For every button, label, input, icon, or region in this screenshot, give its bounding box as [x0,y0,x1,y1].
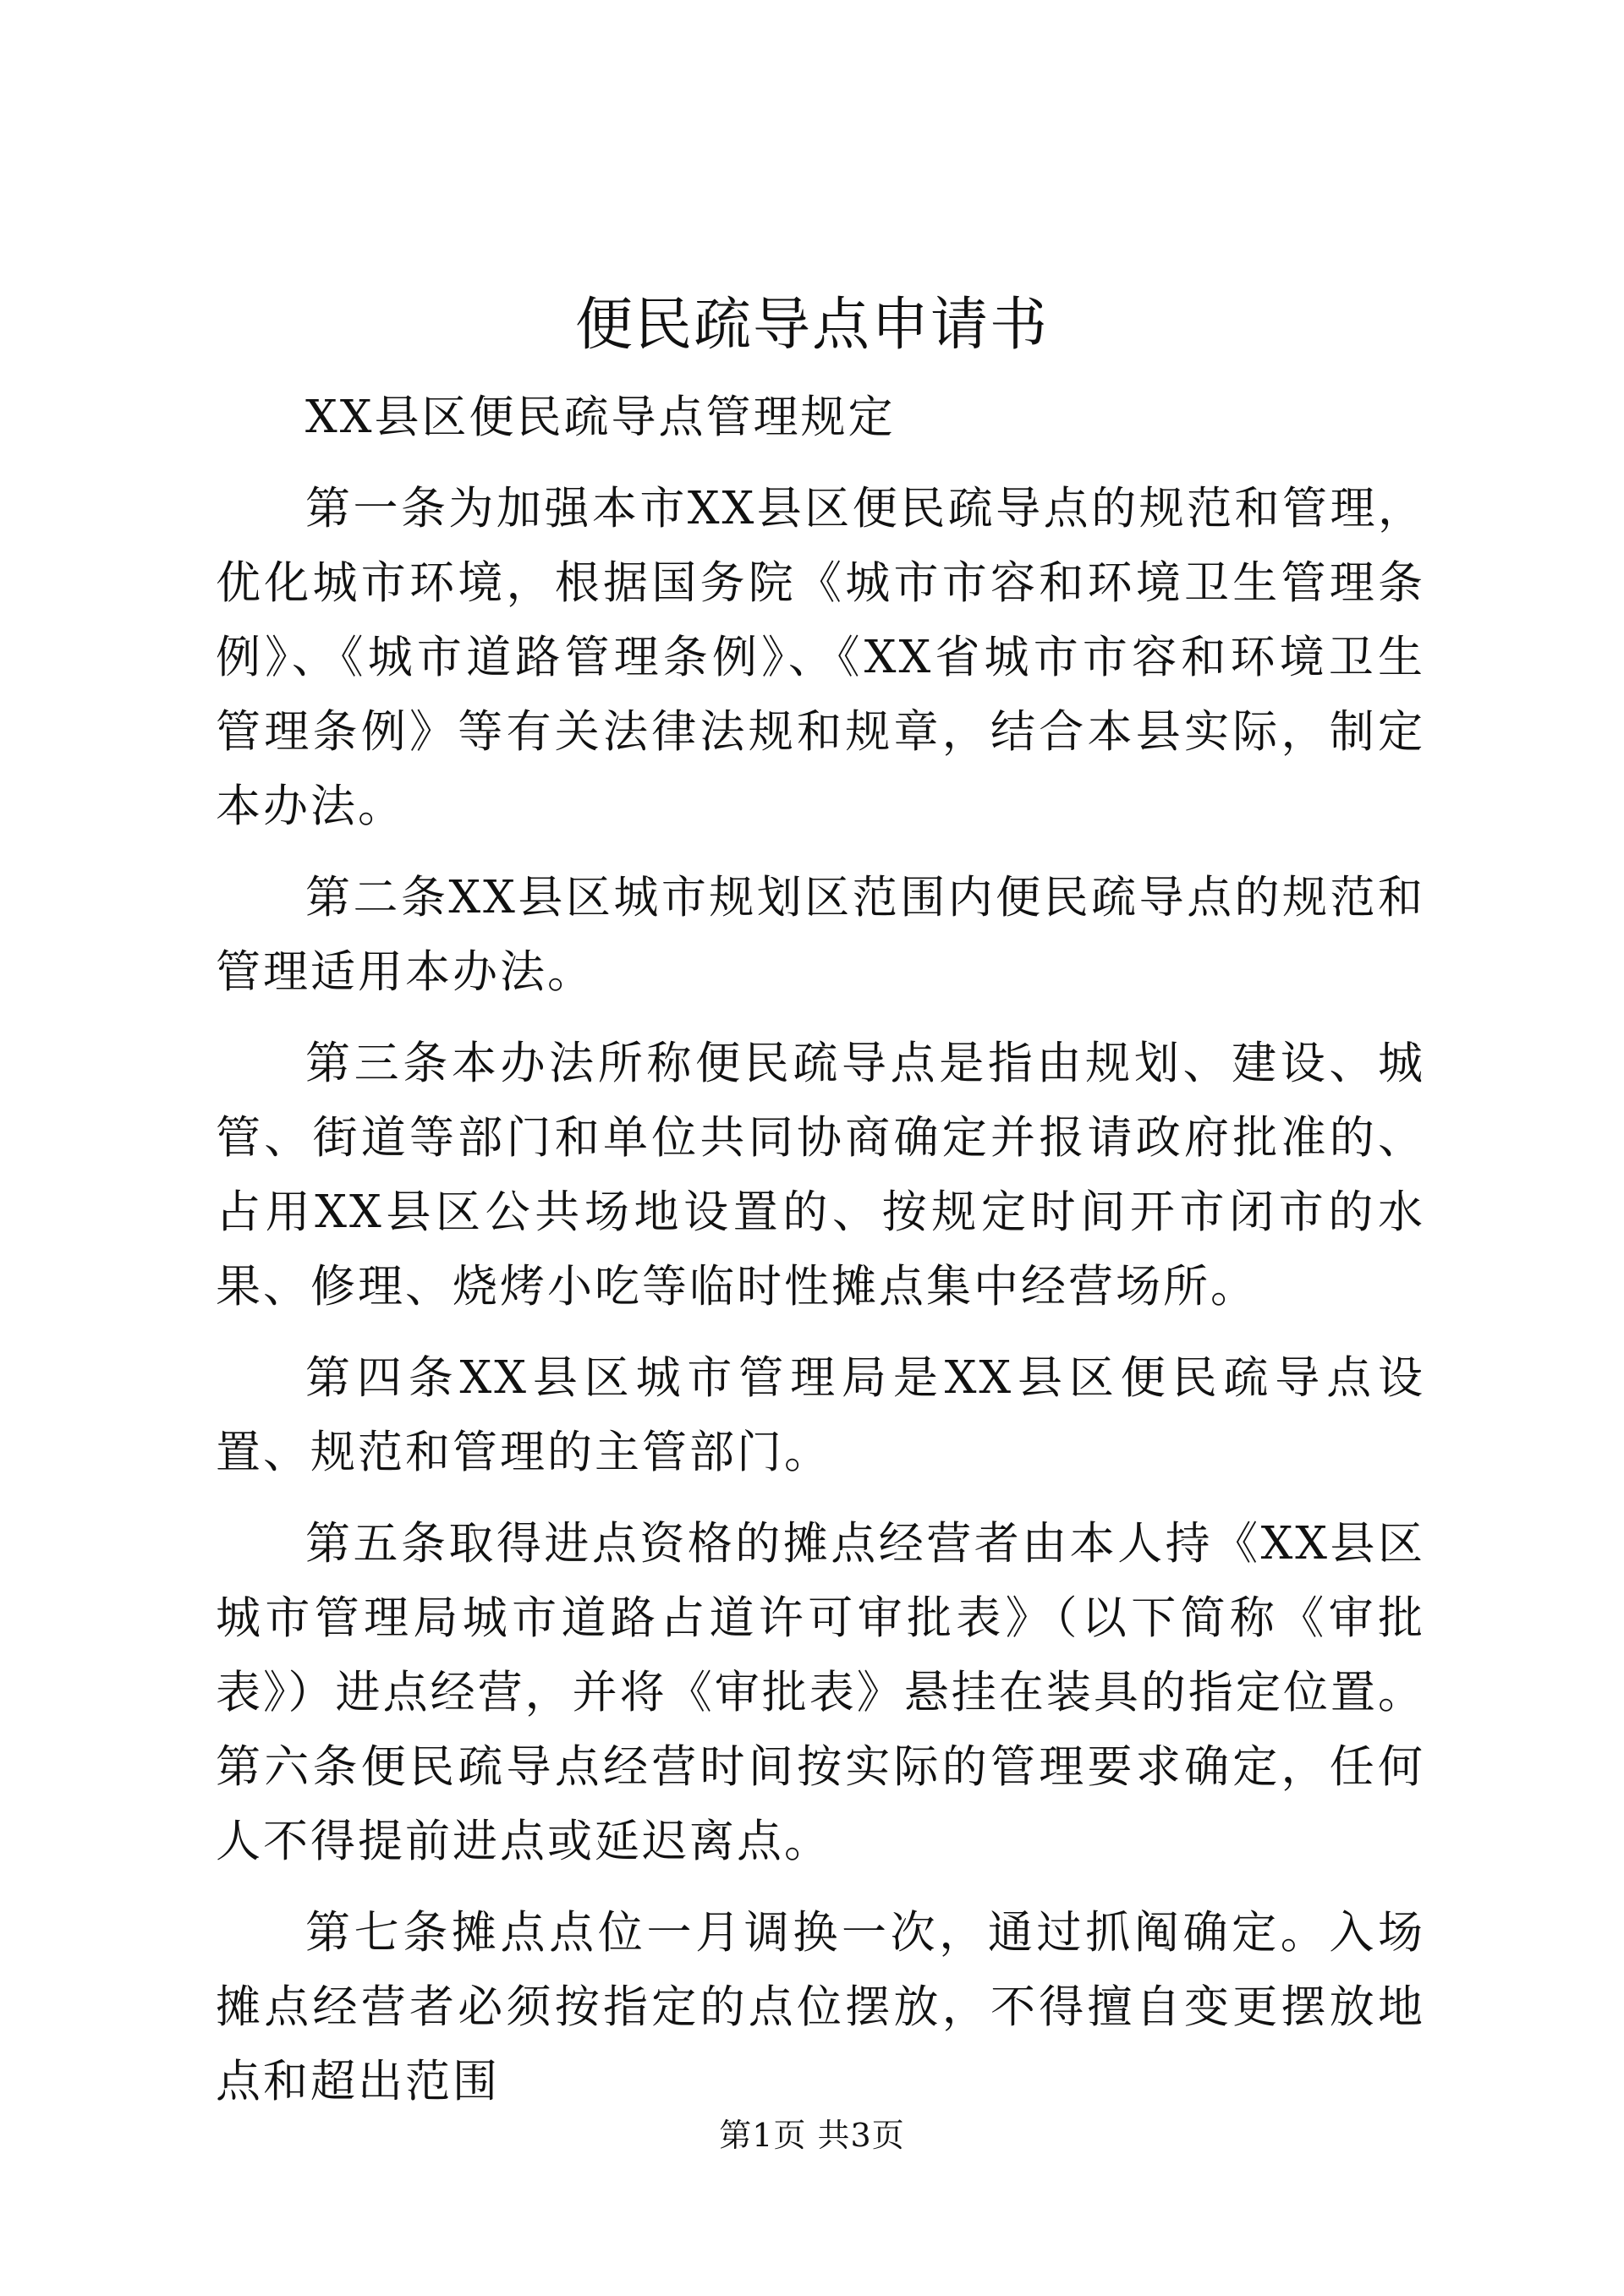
document-body [216,381,1425,2136]
article-5-6: 第五条取得进点资格的摊点经营者由本人持《XX县区城市管理局城市道路占道许可审批表》（以下简称《审批表》）进点经营，并将《审批表》悬挂在装具的指定位置。第六条便民疏导点经营时间按实际的管理要求确定，任何人不得提前进点或延迟离点。 [216,1518,1425,1867]
page-footer: 第1页 共3页 [719,2117,905,2154]
article-3: 第三条本办法所称便民疏导点是指由规划、建设、城管、街道等部门和单位共同协商确定并报请政府批准的、占用XX县区公共场地设置的、按规定时间开市闭市的水果、修理、烧烤小吃等临时性摊点集中经营场所。 [216,1038,1425,1312]
regulation-heading: XX县区便民疏导点管理规定 [305,392,896,443]
article-7: 第七条摊点点位一月调换一次，通过抓阄确定。入场摊点经营者必须按指定的点位摆放，不得擅自变更摆放地点和超出范围 [216,1907,1425,2107]
article-4: 第四条XX县区城市管理局是XX县区便民疏导点设置、规范和管理的主管部门。 [216,1352,1425,1478]
article-1: 第一条为加强本市XX县区便民疏导点的规范和管理，优化城市环境，根据国务院《城市市容和环境卫生管理条例》、《城市道路管理条例》、《XX省城市市容和环境卫生管理条例》等有关法律法规和规章，结合本县实际，制定本办法。 [216,483,1425,832]
article-2: 第二条XX县区城市规划区范围内便民疏导点的规范和管理适用本办法。 [216,872,1425,998]
document-title: 便民疏导点申请书 [574,292,1049,359]
